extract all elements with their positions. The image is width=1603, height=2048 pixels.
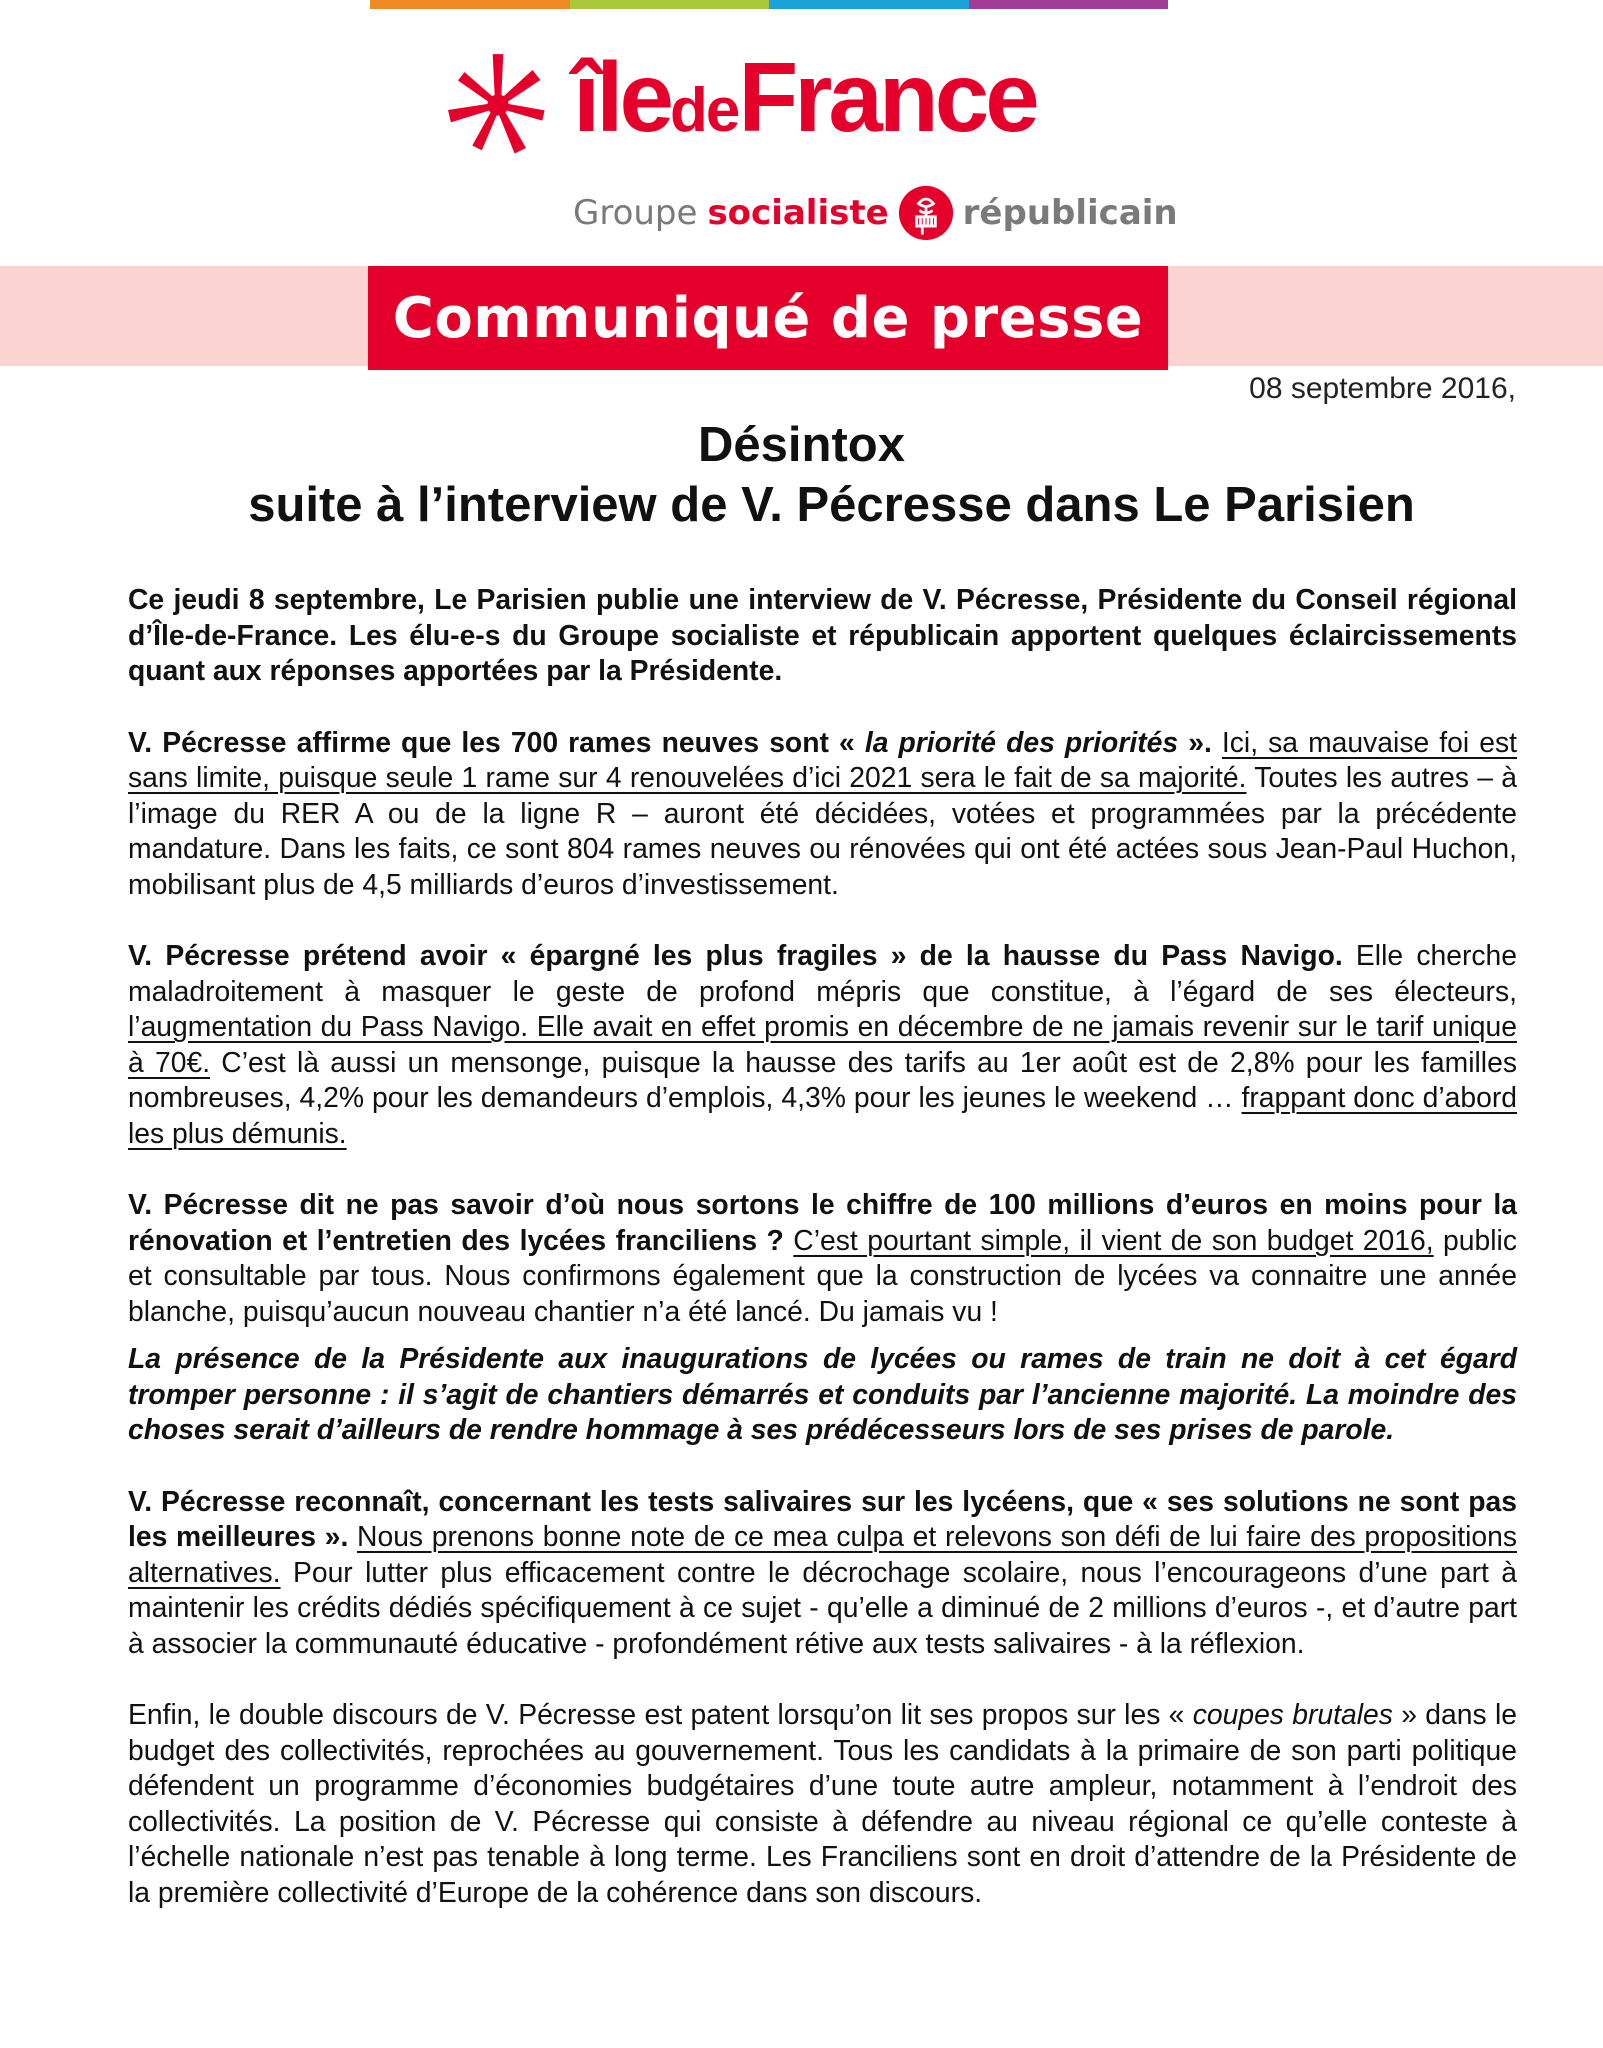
p3-text2: public et consultable par tous. Nous confirmons également que la construction de lycées va connaitre une année blanche, puisqu’aucun nouveau chantier n’a été lancé. Du jamais vu ! — [128, 1223, 1517, 1327]
p3-text1 — [784, 1224, 793, 1256]
group-name — [573, 183, 1178, 243]
logo-part-france: France — [738, 42, 1036, 152]
logo-wordmark — [573, 42, 1036, 152]
logo-part-ile: île — [573, 42, 670, 152]
p5-text2: Pour lutter plus efficacement contre le décrochage scolaire, nous l’encourageons d’une part à maintenir les crédits dédiés spécifiquement à ce sujet - qu’elle a diminué de 2 millions d’euros -, et d’autre part à associer la communauté éducative - profondément rétive aux tests salivaires - à la réflexion. — [128, 1555, 1517, 1659]
ile-de-france-logo — [445, 42, 1145, 160]
paragraph-double-discours — [128, 1697, 1517, 1910]
title-line-1: Désintox — [698, 418, 905, 472]
p1-lead-quote: la priorité des priorités — [864, 725, 1179, 758]
p6-text1: Enfin, le double discours de V. Pécresse est patent lorsqu’on lit ses propos sur les « — [128, 1698, 1193, 1730]
p5-text1 — [348, 1520, 357, 1552]
p1-underlined: Ici, sa mauvaise foi est sans limite, puisque seule 1 rame sur 4 renouvelées d’ici 2021 sera le fait de sa majorité. — [128, 725, 1518, 793]
p5-lead: V. Pécresse reconnaît, concernant les tests salivaires sur les lycéens, que « ses solutions ne sont pas les meilleures ». — [128, 1484, 1517, 1552]
group-word-republicain: républicain — [962, 193, 1178, 233]
p2-text1: Elle cherche maladroitement à masquer le geste de profond mépris que constitue, à l’égard de ses électeurs, — [128, 939, 1517, 1007]
paragraph-inaugurations: La présence de la Présidente aux inaugurations de lycées ou rames de train ne doit à cet égard tromper personne : il s’agit de chantiers démarrés et conduits par l’ancienne majorité. La moindre des choses serait d’ailleurs de rendre hommage à ses prédécesseurs lors de ses prises de parole. — [128, 1342, 1517, 1445]
p3-underlined: C’est pourtant simple, il vient de son budget 2016, — [793, 1223, 1434, 1256]
color-stripe-purple — [969, 0, 1169, 9]
intro-paragraph: Ce jeudi 8 septembre, Le Parisien publie une interview de V. Pécresse, Présidente du Conseil régional d’Île-de-France. Les élu-e-s du Groupe socialiste et républicain apportent quelques éclaircissements quant aux réponses apportées par la Présidente. — [128, 583, 1517, 686]
color-stripe-orange — [370, 0, 570, 9]
p2-underlined2: frappant donc d’abord les plus démunis. — [128, 1081, 1517, 1149]
paragraph-lycees — [128, 1187, 1517, 1329]
logo-part-de: de — [669, 76, 739, 145]
group-word-groupe: Groupe — [573, 193, 698, 233]
release-date: 08 septembre 2016, — [1249, 372, 1516, 405]
p2-text2: C’est là aussi un mensonge, puisque la hausse des tarifs au 1er août est de 2,8% pour les familles nombreuses, 4,2% pour les demandeurs d’emplois, 4,3% pour les jeunes le weekend … — [128, 1045, 1517, 1113]
p6-italic: coupes brutales — [1192, 1698, 1393, 1730]
paragraph-rames — [128, 725, 1517, 903]
p1-lead: V. Pécresse affirme que les 700 rames neuves sont « — [128, 725, 865, 758]
title-line-2: suite à l’interview de V. Pécresse dans Le Parisien — [248, 478, 1415, 532]
p6-text2: » dans le budget des collectivités, reprochées au gouvernement. Tous les candidats à la primaire de son parti politique défendent un programme d’économies budgétaires d’une toute autre ampleur, notamment à l’endroit des collectivités. La position de V. Pécresse qui consiste à défendre au niveau régional ce qu’elle conteste à l’échelle nationale n’est pas tenable à long terme. Les Franciliens sont en droit d’attendre de la Présidente de la première collectivité d’Europe de la cohérence dans son discours. — [128, 1698, 1517, 1908]
color-stripe-blue — [769, 0, 969, 9]
group-word-socialiste: socialiste — [707, 193, 889, 233]
paragraph-tests-salivaires — [128, 1484, 1517, 1662]
color-stripe-green — [570, 0, 770, 9]
p2-lead: V. Pécresse prétend avoir « épargné les plus fragiles » de la hausse du Pass Navigo. — [128, 939, 1343, 971]
rose-fist-icon — [898, 185, 954, 241]
star-icon — [445, 52, 551, 158]
paragraph-navigo — [128, 938, 1517, 1151]
p2-underlined1: l’augmentation du Pass Navigo. Elle avait en effet promis en décembre de ne jamais revenir sur le tarif unique à 70€. — [128, 1010, 1517, 1078]
p5-underlined: Nous prenons bonne note de ce mea culpa et relevons son défi de lui faire des propositions alternatives. — [128, 1520, 1517, 1588]
press-release-body — [128, 582, 1517, 1946]
press-release-banner: Communiqué de presse — [368, 266, 1168, 370]
p3-lead: V. Pécresse dit ne pas savoir d’où nous sortons le chiffre de 100 millions d’euros en moins pour la rénovation et l’entretien des lycées franciliens ? — [128, 1188, 1517, 1256]
p1-lead-end: ». — [1178, 725, 1212, 758]
p1-rest: Toutes les autres – à l’image du RER A ou de la ligne R – auront été décidées, votées et programmées par la précédente mandature. Dans les faits, ce sont 804 rames neuves ou rénovées qui ont été actées sous Jean-Paul Huchon, mobilisant plus de 4,5 milliards d’euros d’investissement. — [128, 761, 1517, 900]
top-color-bar — [370, 0, 1168, 9]
